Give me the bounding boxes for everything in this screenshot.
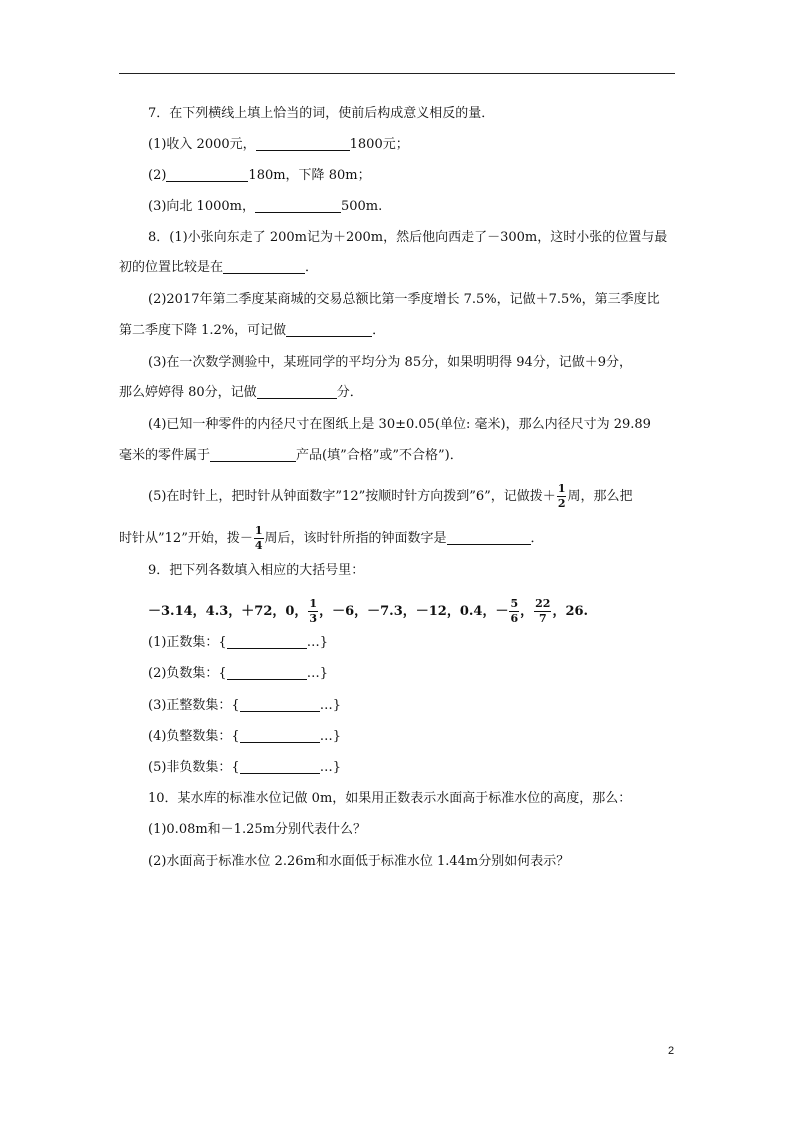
answer-blank[interactable] [447, 530, 531, 545]
fraction [308, 597, 318, 626]
answer-blank[interactable] [227, 665, 307, 680]
set-tail: …} [319, 729, 341, 744]
q7-part1-text-end: 1800元； [349, 137, 409, 152]
q8-part2-text-end: ． [372, 323, 386, 338]
fraction-numerator: 1 [254, 524, 263, 537]
fraction-numerator: 1 [557, 482, 566, 495]
fraction-denominator: 2 [557, 497, 566, 510]
q7-part2-text-end: 180m，下降 80m； [248, 168, 371, 183]
q8-part3-text-end: 分． [336, 385, 363, 400]
q9-numbers: －3.14，4.3，＋72，0， [148, 604, 308, 619]
q8-part5-text2-mid: 周后，该时针所指的钟面数字是 [264, 531, 447, 546]
answer-blank[interactable] [240, 697, 320, 712]
set-label: (1)正数集：{ [148, 635, 227, 650]
answer-blank[interactable] [257, 384, 337, 399]
q8-part2-line2 [119, 321, 385, 341]
q8-part5-text2: 时针从”12”开始，拨－ [119, 531, 253, 546]
q8-part3-line1: (3)在一次数学测验中，某班同学的平均分为 85分，如果明明得 94分，记做＋9分， [148, 355, 633, 370]
q10-part1: (1)0.08m和－1.25m分别代表什么？ [148, 822, 366, 837]
fraction-numerator: 5 [510, 597, 519, 610]
answer-blank[interactable] [286, 322, 372, 337]
q7-part1-text: (1)收入 2000元， [148, 137, 256, 152]
answer-blank[interactable] [240, 728, 320, 743]
fraction [557, 482, 567, 511]
q9-numbers-end: ，26. [552, 604, 589, 619]
q8-part5-line2 [119, 524, 544, 553]
fraction [534, 597, 551, 626]
q8-part1-text: 初的位置比较是在 [119, 260, 224, 275]
header-rule [119, 73, 675, 74]
fraction-denominator: 4 [254, 539, 263, 552]
q8-part4-text: 毫米的零件属于 [119, 448, 211, 463]
q8-part4-line2 [119, 446, 463, 466]
fraction [254, 524, 264, 553]
q8-part1-line1: 8．(1)小张向东走了 200m记为＋200m，然后他向西走了－300m，这时小张的位置与最 [148, 230, 668, 245]
q8-part5-text: (5)在时针上，把时针从钟面数字”12”按顺时针方向拨到”6”，记做拨＋ [148, 489, 556, 504]
answer-blank[interactable] [227, 634, 307, 649]
q8-part5-line1 [148, 482, 632, 511]
q10-part2: (2)水面高于标准水位 2.26m和水面低于标准水位 1.44m分别如何表示？ [148, 854, 570, 869]
q8-part5-text-end: 周，那么把 [567, 489, 633, 504]
set-label: (4)负整数集：{ [148, 729, 240, 744]
q9-set-positive-integer [148, 696, 341, 716]
answer-blank[interactable] [166, 167, 248, 182]
q8-part2-line1: (2)2017年第二季度某商城的交易总额比第一季度增长 7.5%，记做＋7.5%，第三季度比 [148, 292, 660, 307]
q8-part1-line2 [119, 258, 318, 278]
fraction-denominator: 3 [309, 612, 318, 625]
q9-set-positive [148, 633, 328, 653]
q7-part3-text-end: 500m. [340, 199, 383, 214]
q8-part3-line2 [119, 383, 363, 403]
q7-part2-text: (2) [148, 168, 167, 183]
q8-part4-text-end: 产品(填”合格”或”不合格”)． [296, 448, 463, 463]
fraction-numerator: 1 [309, 597, 318, 610]
q9-set-negative [148, 664, 328, 684]
q7-part3 [148, 197, 382, 217]
answer-blank[interactable] [240, 759, 320, 774]
q7-part2 [148, 166, 371, 186]
set-label: (2)负数集：{ [148, 666, 227, 681]
q10-stem: 10．某水库的标准水位记做 0m，如果用正数表示水面高于标准水位的高度，那么： [148, 791, 632, 806]
q8-part4-line1: (4)已知一种零件的内径尺寸在图纸上是 30±0.05(单位: 毫米)，那么内径尺寸为 29.89 [148, 417, 651, 432]
q8-part5-text2-end: ． [530, 531, 544, 546]
q9-numbers-mid: ，－6，－7.3，－12，0.4，－ [319, 604, 509, 619]
set-tail: …} [306, 635, 328, 650]
q7-part1 [148, 135, 409, 155]
set-tail: …} [319, 698, 341, 713]
q8-part2-text: 第二季度下降 1.2%，可记做 [119, 323, 287, 338]
q9-number-list: －3.14，4.3，＋72，0， $\frac{1}{3}$ ，－6，－7.3，－12，0.4，－ $\frac{5}{6}$ ， $\frac{22}{7}$ ，26. [148, 597, 589, 625]
fraction-denominator: 7 [534, 611, 551, 626]
set-label: (3)正整数集：{ [148, 698, 240, 713]
fraction-denominator: 6 [510, 612, 519, 625]
q8-part3-text: 那么婷婷得 80分，记做 [119, 385, 257, 400]
answer-blank[interactable] [210, 447, 296, 462]
set-tail: …} [306, 666, 328, 681]
set-label: (5)非负数集：{ [148, 760, 240, 775]
answer-blank[interactable] [256, 136, 350, 151]
fraction-numerator: 22 [535, 597, 551, 610]
q9-set-negative-integer [148, 727, 341, 747]
answer-blank[interactable] [255, 198, 341, 213]
q8-part1-text-end: ． [305, 260, 319, 275]
q9-stem: 9．把下列各数填入相应的大括号里： [148, 563, 365, 578]
fraction [509, 597, 519, 626]
answer-blank[interactable] [223, 259, 305, 274]
q7-part3-text: (3)向北 1000m， [148, 199, 255, 214]
set-tail: …} [319, 760, 341, 775]
page-number: 2 [668, 1045, 675, 1057]
q9-set-nonnegative [148, 758, 341, 778]
q7-stem: 7．在下列横线上填上恰当的词，使前后构成意义相反的量． [148, 106, 495, 121]
